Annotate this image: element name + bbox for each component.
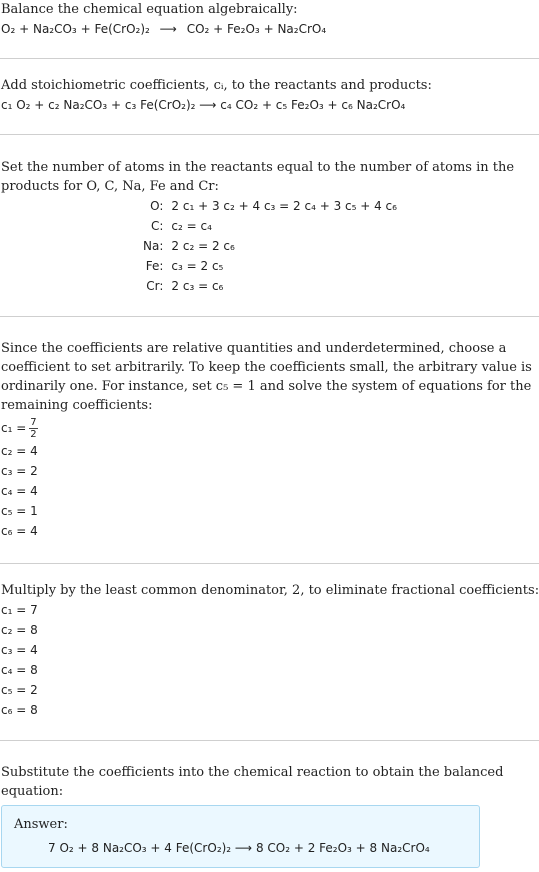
solve-text-line3: ordinarily one. For instance, set c₅ = 1 and solve the system of equations for the (1, 379, 532, 394)
divider (0, 316, 539, 317)
lcd-c1: c₁ = 7 (1, 603, 38, 617)
element-label-cr: Cr: (146, 279, 164, 293)
lcd-c3: c₃ = 4 (1, 643, 38, 657)
reactant-o2: O₂ (1, 22, 16, 36)
solution-c1 (1, 415, 539, 441)
atoms-text-line1: Set the number of atoms in the reactants equal to the number of atoms in the (1, 160, 515, 175)
element-label-fe: Fe: (145, 259, 164, 273)
coefficients-section (1, 76, 539, 112)
solution-c6: c₆ = 4 (1, 524, 38, 538)
lcd-c6: c₆ = 8 (1, 703, 38, 717)
atoms-section (1, 158, 539, 296)
solution-c2: c₂ = 4 (1, 444, 38, 458)
product-fe2o3: Fe₂O₃ (227, 22, 260, 36)
solution-c5: c₅ = 1 (1, 504, 38, 518)
equation-c: c₂ = c₄ (171, 219, 212, 233)
product-co2: CO₂ (186, 22, 210, 36)
reactant-na2co3: Na₂CO₃ (32, 22, 77, 36)
reaction-arrow: ⟶ (159, 22, 177, 36)
divider (0, 134, 539, 135)
divider (0, 563, 539, 564)
equation-fe: c₃ = 2 c₅ (171, 259, 224, 273)
final-section (1, 763, 539, 801)
divider (0, 740, 539, 741)
element-label-na: Na: (143, 239, 164, 253)
balanced-equation: 7 O₂ + 8 Na₂CO₃ + 4 Fe(CrO₂)₂ ⟶ 8 CO₂ + 2 Fe₂O₃ + 8 Na₂CrO₄ (48, 841, 430, 855)
equation-o: 2 c₁ + 3 c₂ + 4 c₃ = 2 c₄ + 3 c₅ + 4 c₆ (171, 199, 397, 213)
final-text-line2: equation: (1, 784, 64, 799)
atom-equations (1, 196, 539, 296)
divider (0, 58, 539, 59)
equation-cr: 2 c₃ = c₆ (171, 279, 224, 293)
solution-c3: c₃ = 2 (1, 464, 38, 478)
fraction (29, 417, 37, 440)
answer-label: Answer: (14, 817, 68, 832)
element-label-o: O: (150, 199, 164, 213)
solve-text-line1: Since the coefficients are relative quantities and underdetermined, choose a (1, 341, 507, 356)
intro-title: Balance the chemical equation algebraically: (1, 2, 298, 17)
product-na2cro4: Na₂CrO₄ (277, 22, 327, 36)
solution-c1-label: c₁ = (1, 421, 27, 435)
lcd-c2: c₂ = 8 (1, 623, 38, 637)
solution-c4: c₄ = 4 (1, 484, 38, 498)
solve-section (1, 339, 539, 541)
reactant-fecro22: Fe(CrO₂)₂ (94, 22, 150, 36)
lcd-section (1, 581, 539, 720)
solve-text-line2: coefficient to set arbitrarily. To keep the coefficients small, the arbitrary value is (1, 360, 532, 375)
solve-text-line4: remaining coefficients: (1, 398, 153, 413)
coefficients-text: Add stoichiometric coefficients, cᵢ, to the reactants and products: (1, 78, 432, 93)
lcd-c4: c₄ = 8 (1, 663, 38, 677)
fraction-denominator: 2 (30, 429, 37, 440)
lcd-c5: c₅ = 2 (1, 683, 38, 697)
atoms-text-line2: products for O, C, Na, Fe and Cr: (1, 179, 219, 194)
answer-box (1, 805, 480, 868)
equation-na: 2 c₂ = 2 c₆ (171, 239, 235, 253)
final-text-line1: Substitute the coefficients into the chemical reaction to obtain the balanced (1, 765, 504, 780)
unbalanced-equation: O₂ + Na₂CO₃ + Fe(CrO₂)₂ ⟶ CO₂ + Fe₂O₃ + Na₂CrO₄ (1, 22, 327, 36)
fraction-numerator: 7 (30, 417, 37, 428)
coefficients-equation: c₁ O₂ + c₂ Na₂CO₃ + c₃ Fe(CrO₂)₂ ⟶ c₄ CO₂ + c₅ Fe₂O₃ + c₆ Na₂CrO₄ (1, 98, 406, 112)
element-label-c: C: (150, 219, 164, 233)
intro-section (1, 0, 539, 36)
lcd-text: Multiply by the least common denominator, 2, to eliminate fractional coefficients: (1, 583, 539, 598)
